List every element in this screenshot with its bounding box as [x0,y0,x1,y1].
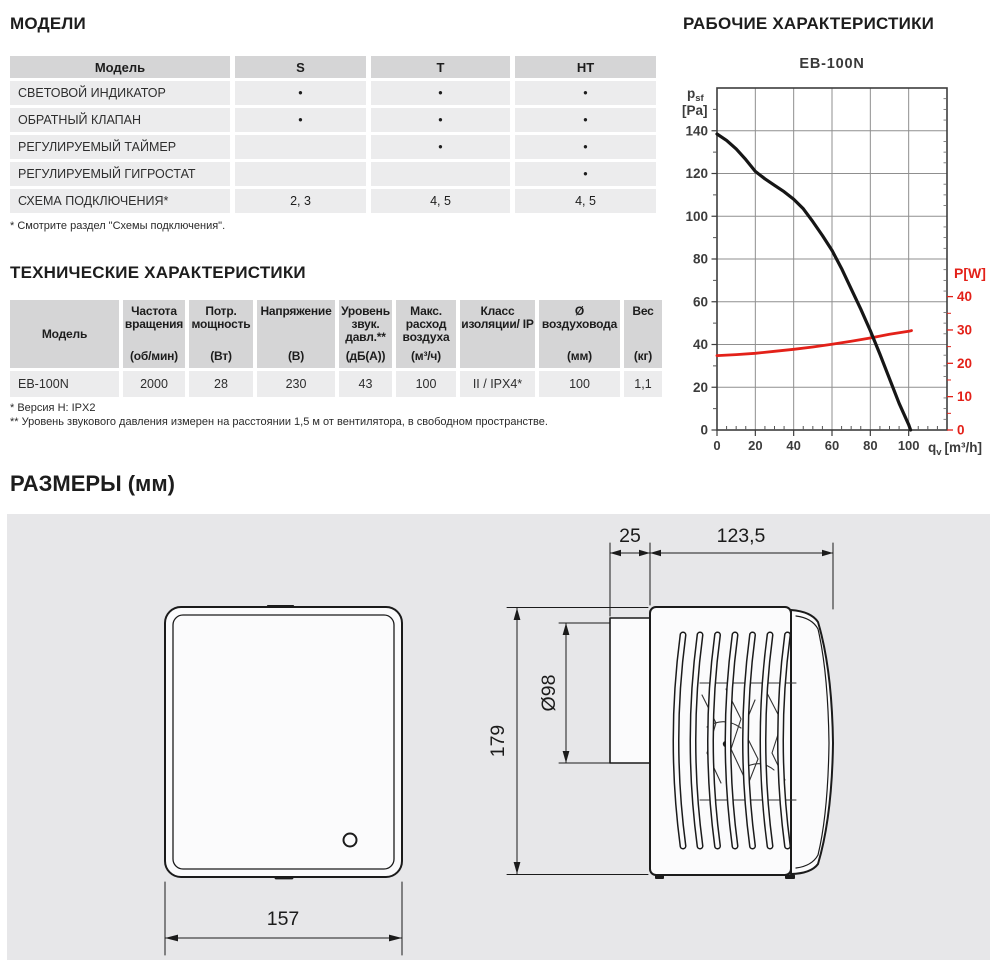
svg-text:80: 80 [863,438,878,453]
models-col-header: Модель [10,56,230,78]
tech-col-header [460,300,535,368]
header-text: Напряжение [260,304,332,318]
table-row-label: ОБРАТНЫЙ КЛАПАН [10,108,230,132]
tech-table [10,300,662,397]
svg-text:0: 0 [957,422,965,438]
models-section-title: МОДЕЛИ [10,14,86,33]
header-unit: (В) [287,349,305,363]
table-row-label: СХЕМА ПОДКЛЮЧЕНИЯ* [10,189,230,213]
svg-text:[Pa]: [Pa] [682,103,708,118]
duct-outline [610,618,650,763]
header-text: Модель [41,326,88,341]
svg-text:60: 60 [824,438,840,453]
svg-text:40: 40 [957,289,973,305]
dim-body-depth-label: 123,5 [716,525,766,547]
svg-text:psf: $p_{sf}$ [687,86,704,104]
table-cell: • [515,81,656,105]
svg-text:20: 20 [748,438,763,453]
svg-text:qv[m³/h]: $q_v$ [m³/h] [928,440,983,458]
tech-col-header [10,300,119,368]
svg-text:20: 20 [957,355,973,371]
table-cell: • [515,108,656,132]
svg-text:P[W]: P[W] [954,265,986,281]
dim-duct-depth-label: 25 [619,525,641,547]
svg-text:20: 20 [692,379,708,395]
table-cell: • [371,135,510,159]
header-unit: (м³/ч) [411,349,441,363]
models-col-header: T [371,56,510,78]
svg-text:0: 0 [713,438,721,453]
header-text: Уровень звук. давл.** [341,304,390,344]
table-cell [371,162,510,186]
table-row-label: СВЕТОВОЙ ИНДИКАТОР [10,81,230,105]
dim-width-label: 157 [266,908,300,930]
tech-cell: II / IPX4* [460,371,535,397]
header-text: Макс. расход воздуха [402,304,450,344]
header-unit: (мм) [567,349,592,363]
dimensions-drawing [10,517,990,960]
svg-text:EB-100N: EB-100N [799,56,865,72]
models-col-header: HT [515,56,656,78]
tech-cell: 100 [539,371,620,397]
dim-duct-diameter-label: Ø98 [538,674,560,712]
tech-cell: 28 [189,371,253,397]
svg-text:80: 80 [692,251,708,267]
performance-section-title: РАБОЧИЕ ХАРАКТЕРИСТИКИ [683,14,935,33]
tech-cell-model: EB-100N [10,371,119,397]
dim-height-label: 179 [487,724,509,758]
tech-cell: 230 [257,371,335,397]
tech-col-header [539,300,620,368]
table-cell: 4, 5 [371,189,510,213]
table-row-label: РЕГУЛИРУЕМЫЙ ГИГРОСТАТ [10,162,230,186]
svg-text:40: 40 [786,438,801,453]
table-cell [235,162,366,186]
tech-col-header [123,300,185,368]
svg-text:10: 10 [957,389,973,405]
tech-cell: 43 [339,371,392,397]
header-text: Частота вращения [124,304,184,331]
tech-section-title: ТЕХНИЧЕСКИЕ ХАРАКТЕРИСТИКИ [10,263,306,282]
fan-front-view [165,606,402,878]
table-cell: • [515,135,656,159]
header-text: Вес [632,304,654,318]
header-text: Потр. мощность [191,304,251,331]
svg-text:40: 40 [692,337,708,352]
header-text: Класс изоляции/ IP [461,304,534,331]
tech-cell: 100 [396,371,456,397]
header-text: Ø воздуховода [541,304,618,331]
svg-text:0: 0 [700,422,708,438]
table-cell [235,135,366,159]
table-row-label: РЕГУЛИРУЕМЫЙ ТАЙМЕР [10,135,230,159]
models-table [10,56,656,213]
tech-col-header [189,300,253,368]
dimensions-section-title: РАЗМЕРЫ (мм) [10,471,175,496]
header-unit: (Вт) [210,349,232,363]
table-cell: • [371,81,510,105]
table-cell: • [235,81,366,105]
models-footnote: * Смотрите раздел "Схемы подключения". [10,220,226,232]
tech-col-header [624,300,662,368]
svg-text:120: 120 [685,166,708,181]
svg-text:60: 60 [692,294,708,310]
tech-col-header [339,300,392,368]
svg-text:100: 100 [897,438,920,453]
svg-text:30: 30 [957,322,973,338]
table-cell: 4, 5 [515,189,656,213]
table-cell: • [515,162,656,186]
table-cell: • [235,108,366,132]
fan-side-view [610,607,833,879]
tech-cell: 1,1 [624,371,662,397]
cover-outline [791,610,833,874]
performance-chart [670,40,1000,470]
svg-text:140: 140 [685,123,708,139]
header-unit: (кг) [633,349,653,363]
models-col-header: S [235,56,366,78]
tech-col-header [396,300,456,368]
header-unit: (дБ(А)) [345,349,386,363]
tech-footnote-1: * Версия H: IPX2 [10,402,96,414]
tech-cell: 2000 [123,371,185,397]
tech-footnote-2: ** Уровень звукового давления измерен на расстоянии 1,5 м от вентилятора, в свободном пространстве. [10,416,548,428]
tech-col-header [257,300,335,368]
table-cell: • [371,108,510,132]
table-cell: 2, 3 [235,189,366,213]
header-unit: (об/мин) [130,349,178,363]
svg-text:100: 100 [685,208,708,224]
